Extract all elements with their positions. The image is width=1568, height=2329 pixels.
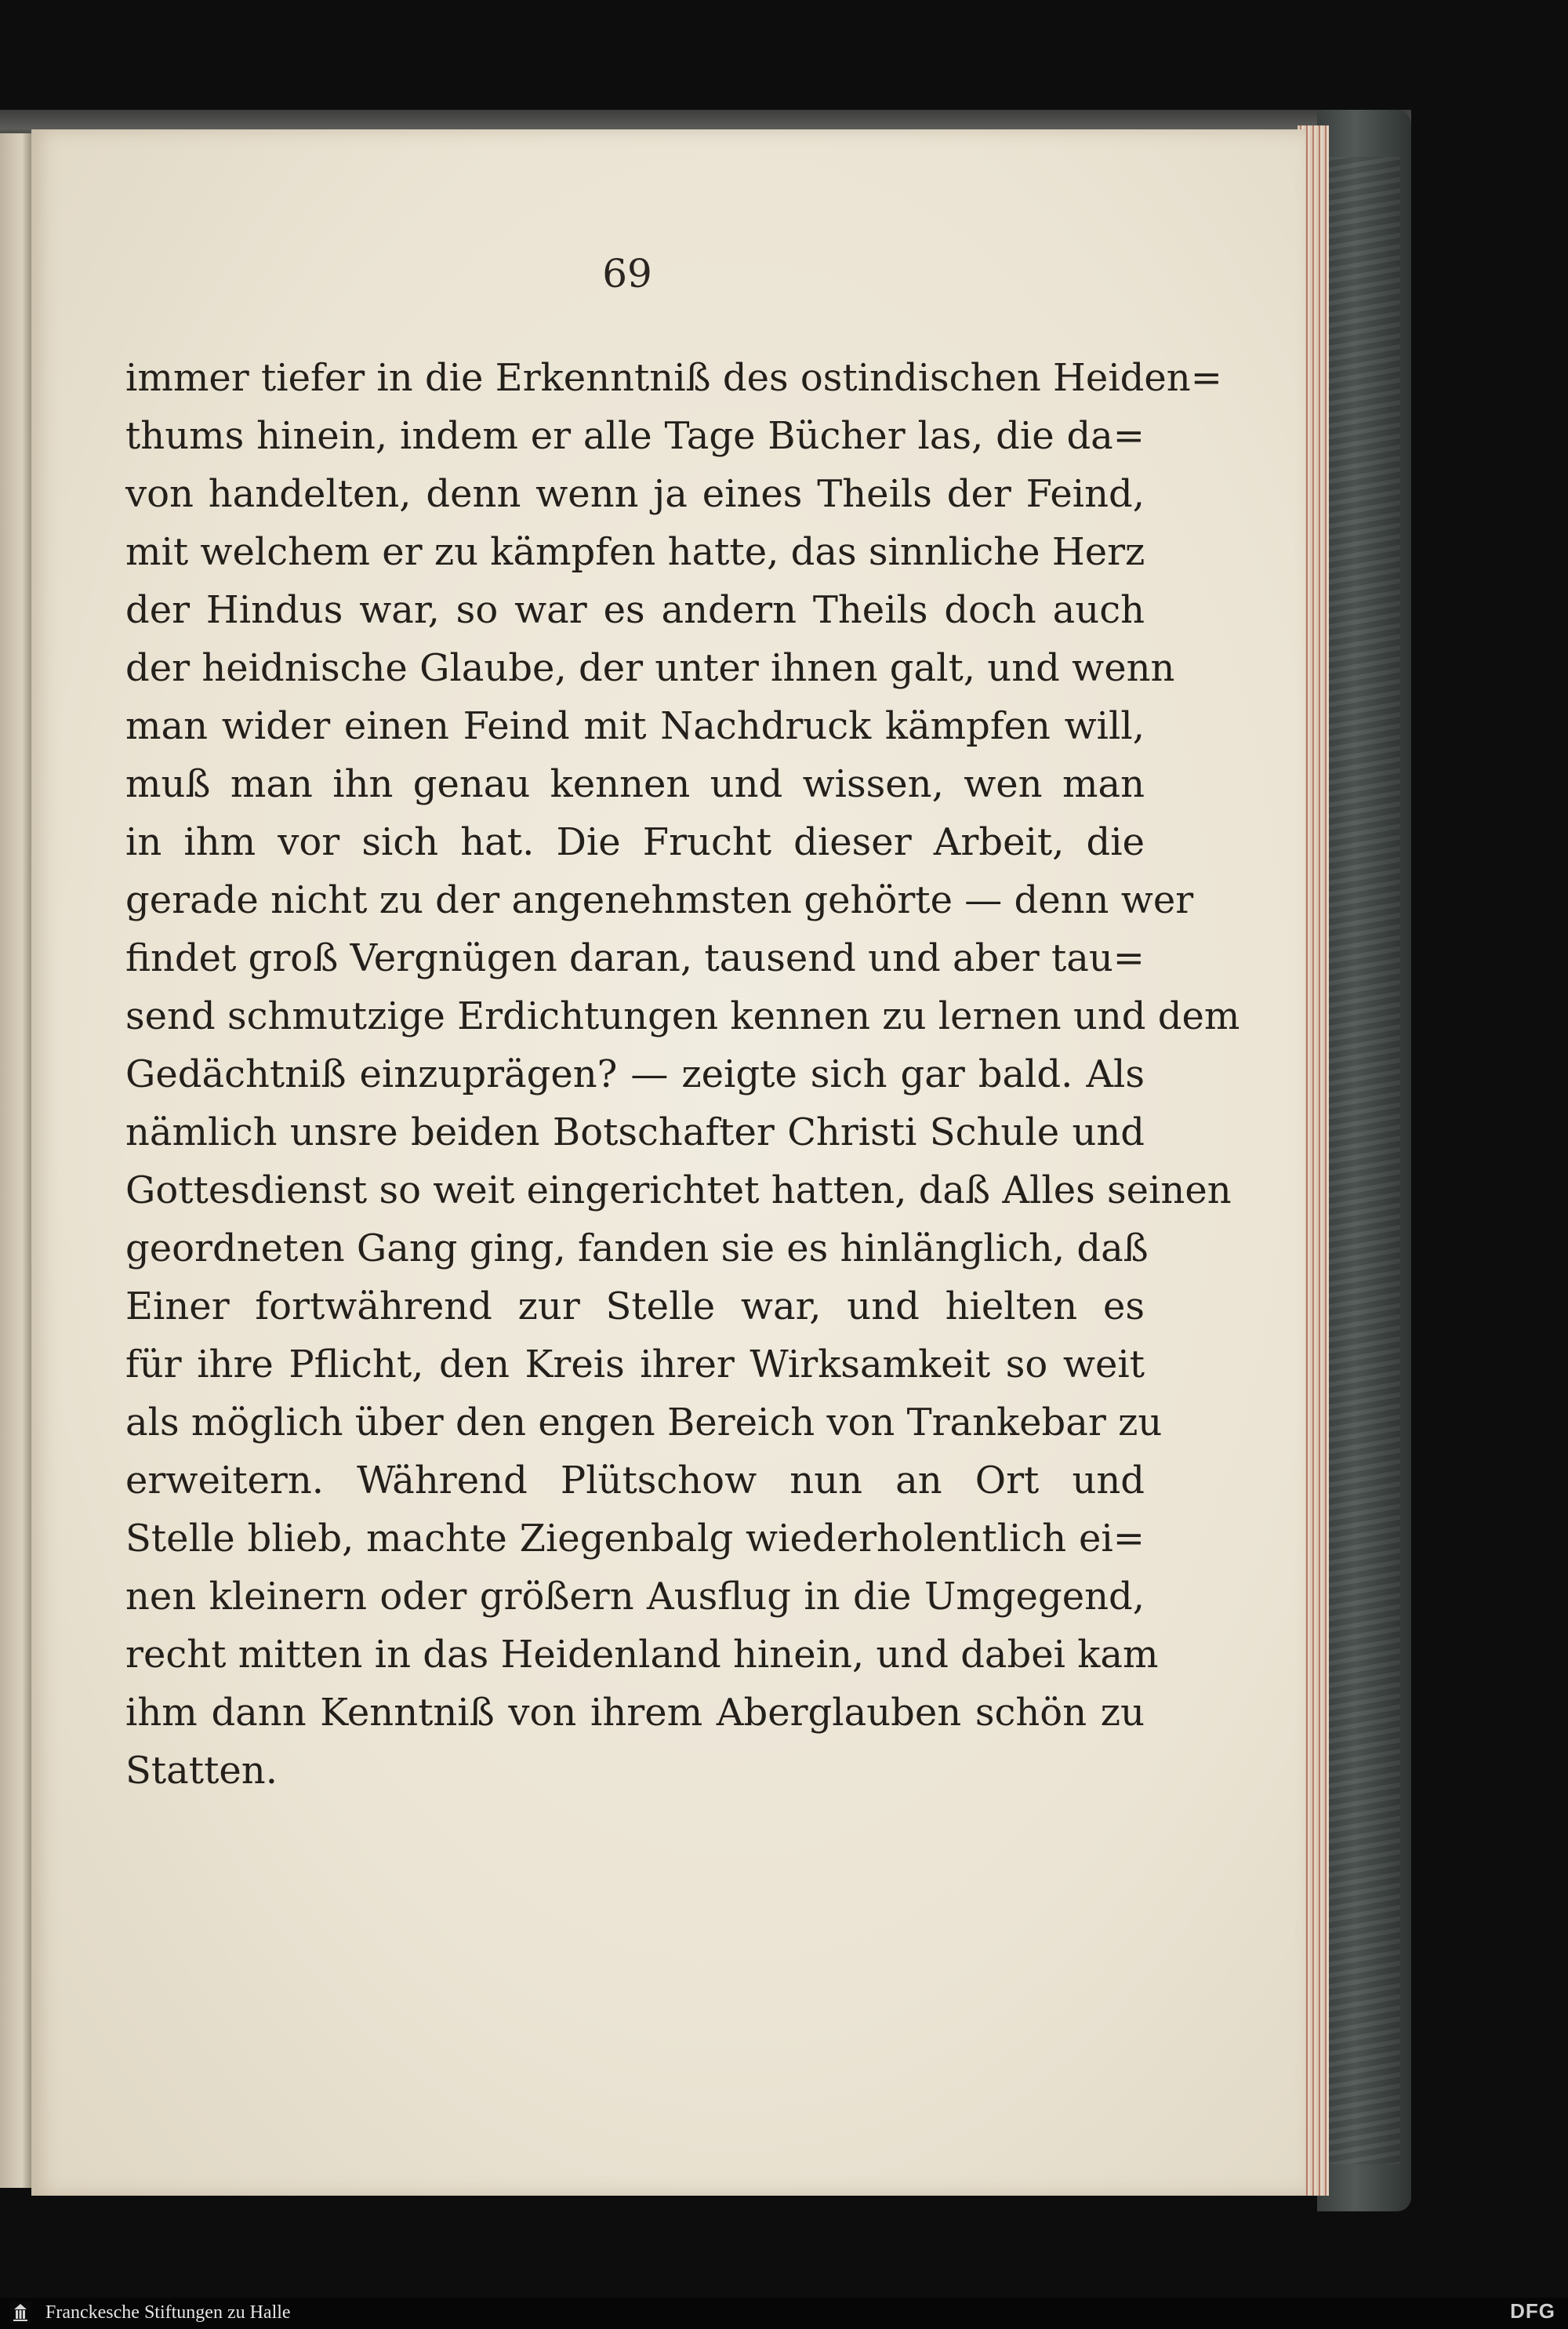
footer-brand[interactable]: DFG [1510, 2299, 1555, 2323]
text-line: Statten. [125, 1749, 278, 1793]
text-line: als möglich über den engen Bereich von Trankebar zu [125, 1401, 1163, 1444]
text-line: send schmutzige Erdichtungen kennen zu lernen und dem [125, 994, 1240, 1038]
text-line: der heidnische Glaube, der unter ihnen galt, und wenn [125, 646, 1175, 690]
text-line: in ihm vor sich hat. Die Frucht dieser Arbeit, die [125, 820, 1145, 864]
page-number: 69 [602, 251, 652, 296]
text-line: ihm dann Kenntniß von ihrem Aberglauben schön zu [125, 1691, 1145, 1735]
text-line: muß man ihn genau kennen und wissen, wen man [125, 762, 1145, 806]
text-line: von handelten, denn wenn ja eines Theils der Feind, [125, 472, 1145, 516]
text-line: thums hinein, indem er alle Tage Bücher las, die da= [125, 414, 1145, 458]
text-line: Stelle blieb, machte Ziegenbalg wiederholentlich ei= [125, 1517, 1145, 1561]
text-line: man wider einen Feind mit Nachdruck kämpfen will, [125, 704, 1145, 748]
text-line: der Hindus war, so war es andern Theils doch auch [125, 588, 1145, 632]
footer-institution[interactable]: Franckesche Stiftungen zu Halle [45, 2302, 291, 2323]
text-line: Gottesdienst so weit eingerichtet hatten, daß Alles seinen [125, 1168, 1232, 1212]
book-cover-board [1317, 110, 1411, 2211]
text-line: nämlich unsre beiden Botschafter Christi Schule und [125, 1110, 1145, 1154]
facing-page-edge [0, 133, 31, 2188]
page-text [125, 349, 1240, 1800]
text-line: gerade nicht zu der angenehmsten gehörte — denn wer [125, 878, 1194, 922]
text-line: Gedächtniß einzuprägen? — zeigte sich gar bald. Als [125, 1052, 1145, 1096]
text-line: erweitern. Während Plütschow nun an Ort und [125, 1459, 1145, 1502]
text-line: geordneten Gang ging, fanden sie es hinlänglich, daß [125, 1226, 1149, 1270]
text-line: recht mitten in das Heidenland hinein, und dabei kam [125, 1633, 1159, 1677]
text-line: nen kleinern oder größern Ausflug in die Umgegend, [125, 1575, 1145, 1619]
text-line: findet groß Vergnügen daran, tausend und aber tau= [125, 936, 1145, 980]
text-line: mit welchem er zu kämpfen hatte, das sinnliche Herz [125, 530, 1145, 574]
text-line: Einer fortwährend zur Stelle war, und hielten es [125, 1284, 1145, 1328]
text-line: für ihre Pflicht, den Kreis ihrer Wirksamkeit so weit [125, 1343, 1145, 1386]
text-line: immer tiefer in die Erkenntniß des ostindischen Heiden= [125, 356, 1222, 400]
institution-logo-icon [9, 2302, 31, 2324]
